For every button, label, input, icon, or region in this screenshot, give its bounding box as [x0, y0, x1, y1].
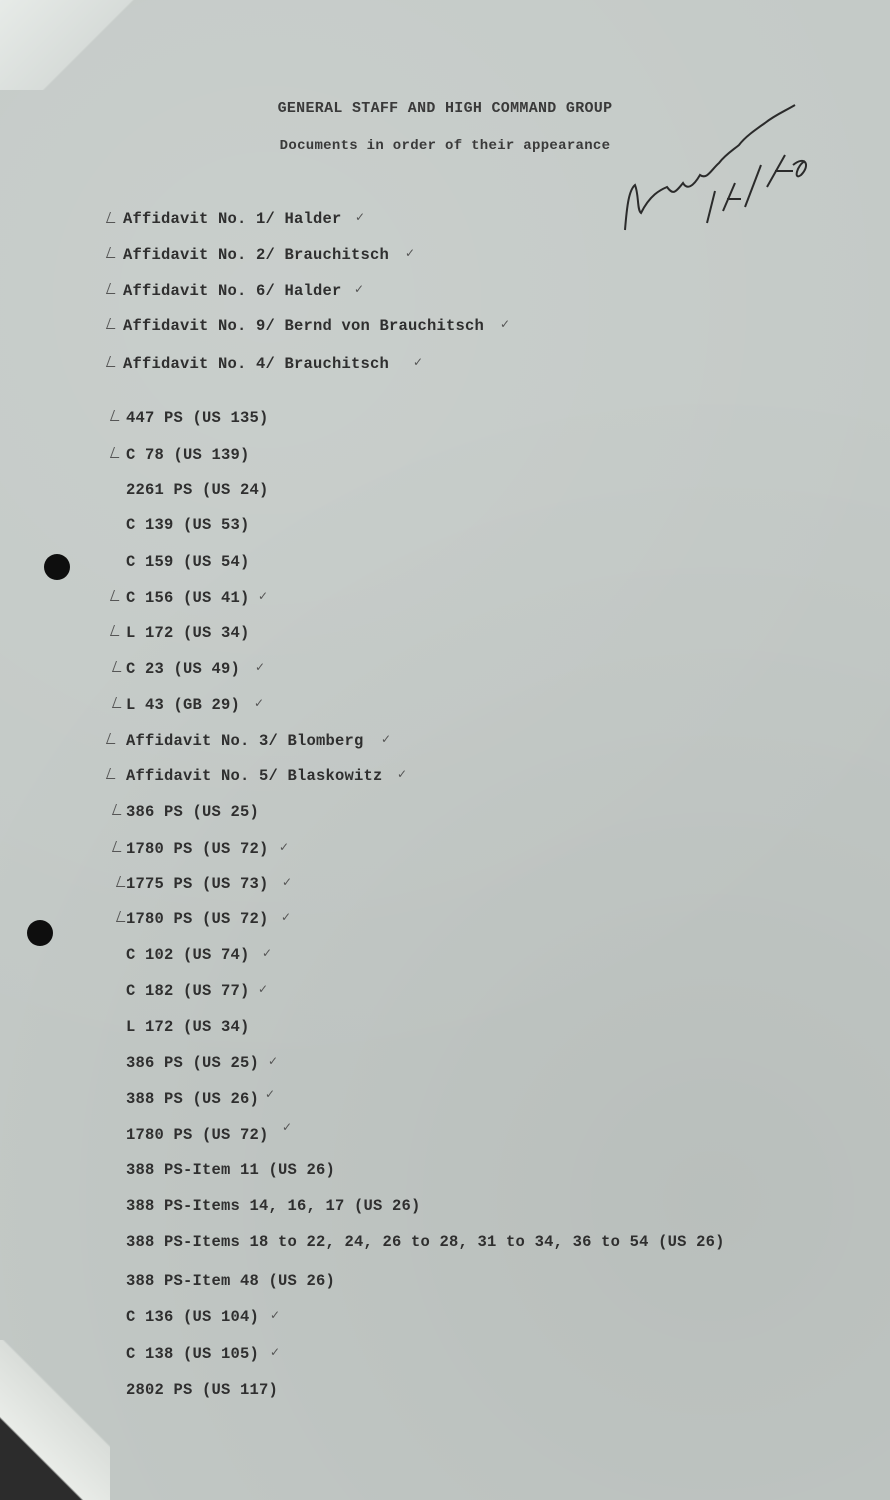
margin-tick-icon	[112, 841, 125, 852]
paper-fold-top-left	[0, 0, 150, 90]
list-item: 1780 PS (US 72)	[126, 910, 269, 928]
punch-hole-upper	[44, 554, 70, 580]
list-item: 386 PS (US 25)	[126, 1054, 260, 1072]
margin-tick-icon	[106, 356, 119, 367]
list-item: 388 PS (US 26)	[126, 1090, 260, 1108]
list-item: C 138 (US 105)	[126, 1345, 260, 1363]
list-item: 2261 PS (US 24)	[126, 481, 269, 499]
list-item: Affidavit No. 2/ Brauchitsch	[123, 246, 390, 264]
margin-tick-icon	[110, 590, 123, 601]
list-item: L 172 (US 34)	[126, 1018, 250, 1036]
margin-tick-icon	[112, 697, 125, 708]
list-item: 386 PS (US 25)	[126, 803, 260, 821]
check-mark-icon: ✓	[254, 696, 265, 710]
list-item: C 102 (US 74)	[126, 946, 250, 964]
check-mark-icon: ✓	[258, 589, 269, 603]
check-mark-icon: ✓	[279, 840, 290, 854]
list-item: Affidavit No. 3/ Blomberg	[126, 732, 364, 750]
list-item: C 156 (US 41)	[126, 589, 250, 607]
check-mark-icon: ✓	[281, 910, 292, 924]
list-item: C 78 (US 139)	[126, 446, 250, 464]
list-item: Affidavit No. 6/ Halder	[123, 282, 342, 300]
list-item: C 136 (US 104)	[126, 1308, 260, 1326]
margin-tick-icon	[106, 283, 119, 294]
list-item: 388 PS-Items 18 to 22, 24, 26 to 28, 31 to 34, 36 to 54 (US 26)	[126, 1233, 725, 1251]
margin-tick-icon	[112, 661, 125, 672]
check-mark-icon: ✓	[354, 282, 365, 296]
list-item: 1780 PS (US 72)	[126, 840, 269, 858]
check-mark-icon: ✓	[381, 732, 392, 746]
punch-hole-lower	[27, 920, 53, 946]
list-item: 1775 PS (US 73)	[126, 875, 269, 893]
list-item: C 182 (US 77)	[126, 982, 250, 1000]
list-item: 388 PS-Item 11 (US 26)	[126, 1161, 336, 1179]
margin-tick-icon	[112, 804, 125, 815]
margin-tick-icon	[110, 625, 123, 636]
document-subtitle: Documents in order of their appearance	[279, 138, 611, 154]
handwritten-signature-icon	[615, 95, 815, 235]
paper-fold-bottom-left	[0, 1340, 110, 1500]
check-mark-icon: ✓	[265, 1087, 276, 1101]
margin-tick-icon	[106, 733, 119, 744]
list-item: L 172 (US 34)	[126, 624, 250, 642]
margin-tick-icon	[110, 410, 123, 421]
list-item: 2802 PS (US 117)	[126, 1381, 279, 1399]
list-item: Affidavit No. 5/ Blaskowitz	[126, 767, 383, 785]
check-mark-icon: ✓	[355, 210, 366, 224]
check-mark-icon: ✓	[268, 1054, 279, 1068]
list-item: C 139 (US 53)	[126, 516, 250, 534]
list-item: 1780 PS (US 72)	[126, 1126, 269, 1144]
check-mark-icon: ✓	[270, 1345, 281, 1359]
check-mark-icon: ✓	[262, 946, 273, 960]
margin-tick-icon	[106, 768, 119, 779]
margin-tick-icon	[106, 318, 119, 329]
margin-tick-icon	[106, 212, 119, 223]
check-mark-icon: ✓	[405, 246, 416, 260]
list-item: Affidavit No. 9/ Bernd von Brauchitsch	[123, 317, 485, 335]
list-item: Affidavit No. 1/ Halder	[123, 210, 342, 228]
check-mark-icon: ✓	[282, 875, 293, 889]
check-mark-icon: ✓	[270, 1308, 281, 1322]
list-item: 447 PS (US 135)	[126, 409, 269, 427]
list-item: Affidavit No. 4/ Brauchitsch	[123, 355, 390, 373]
list-item: 388 PS-Item 48 (US 26)	[126, 1272, 336, 1290]
document-title: GENERAL STAFF AND HIGH COMMAND GROUP	[277, 100, 613, 117]
check-mark-icon: ✓	[500, 317, 511, 331]
check-mark-icon: ✓	[413, 355, 424, 369]
check-mark-icon: ✓	[397, 767, 408, 781]
list-item: C 159 (US 54)	[126, 553, 250, 571]
list-item: C 23 (US 49)	[126, 660, 241, 678]
list-item: L 43 (GB 29)	[126, 696, 241, 714]
margin-tick-icon	[110, 447, 123, 458]
margin-tick-icon	[106, 247, 119, 258]
list-item: 388 PS-Items 14, 16, 17 (US 26)	[126, 1197, 421, 1215]
check-mark-icon: ✓	[258, 982, 269, 996]
check-mark-icon: ✓	[255, 660, 266, 674]
check-mark-icon: ✓	[282, 1120, 293, 1134]
